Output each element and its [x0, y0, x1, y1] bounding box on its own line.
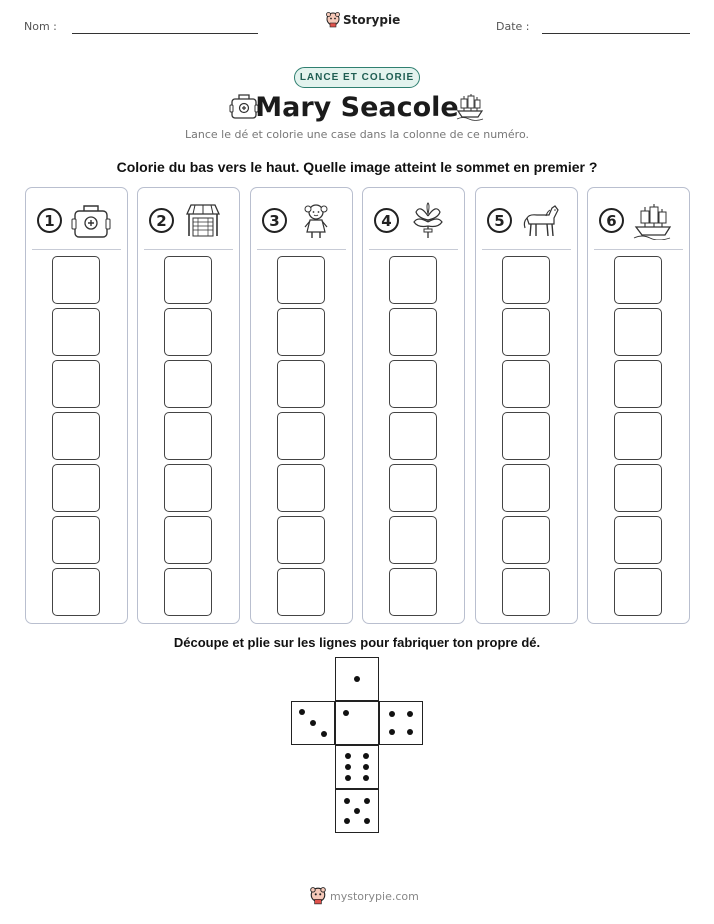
die-pip [344, 798, 350, 804]
die-pip [299, 709, 305, 715]
name-line[interactable] [72, 33, 258, 34]
color-box[interactable] [52, 256, 100, 304]
market-stall-icon [183, 202, 223, 240]
column-number: 4 [374, 208, 399, 233]
date-label: Date : [496, 20, 530, 33]
column-5 [475, 187, 578, 624]
die-face-3 [291, 701, 335, 745]
color-box[interactable] [389, 464, 437, 512]
color-box[interactable] [277, 308, 325, 356]
column-number: 5 [487, 208, 512, 233]
column-header [147, 202, 231, 238]
die-pip [343, 710, 349, 716]
activity-badge: LANCE ET COLORIE [294, 67, 420, 88]
die-pip [344, 818, 350, 824]
doll-icon [296, 202, 336, 240]
color-box[interactable] [52, 308, 100, 356]
die-pip [345, 753, 351, 759]
die-pip [389, 711, 395, 717]
die-pip [363, 764, 369, 770]
die-pip [310, 720, 316, 726]
brand-logo [326, 12, 400, 28]
column-divider [594, 249, 683, 250]
die-pip [354, 808, 360, 814]
name-label: Nom : [24, 20, 57, 33]
instruction-text: Colorie du bas vers le haut. Quelle image atteint le sommet en premier ? [116, 159, 598, 175]
color-box[interactable] [502, 308, 550, 356]
die-pip [321, 731, 327, 737]
die-pip [407, 729, 413, 735]
color-box[interactable] [277, 464, 325, 512]
column-header [260, 202, 344, 238]
color-box[interactable] [614, 516, 662, 564]
color-box[interactable] [502, 464, 550, 512]
color-box[interactable] [614, 256, 662, 304]
die-pip [345, 764, 351, 770]
color-box[interactable] [52, 464, 100, 512]
die-face-1 [335, 701, 379, 745]
column-header [485, 202, 569, 238]
die-pip [407, 711, 413, 717]
color-box[interactable] [277, 256, 325, 304]
color-box[interactable] [502, 360, 550, 408]
column-divider [482, 249, 571, 250]
die-pip [345, 775, 351, 781]
column-header [35, 202, 119, 238]
column-2 [137, 187, 240, 624]
column-divider [144, 249, 233, 250]
dice-instruction: Découpe et plie sur les lignes pour fabriquer ton propre dé. [173, 635, 541, 650]
column-divider [32, 249, 121, 250]
die-pip [364, 798, 370, 804]
color-box[interactable] [389, 568, 437, 616]
color-box[interactable] [614, 308, 662, 356]
color-box[interactable] [52, 360, 100, 408]
color-box[interactable] [277, 412, 325, 460]
color-box[interactable] [614, 360, 662, 408]
column-number: 2 [149, 208, 174, 233]
column-3 [250, 187, 353, 624]
die-face-6 [335, 745, 379, 789]
column-1 [25, 187, 128, 624]
color-box[interactable] [389, 516, 437, 564]
column-divider [369, 249, 458, 250]
subtitle: Lance le dé et colorie une case dans la colonne de ce numéro. [185, 128, 529, 141]
color-box[interactable] [164, 568, 212, 616]
color-box[interactable] [164, 412, 212, 460]
page-title: Mary Seacole [255, 92, 459, 123]
date-line[interactable] [542, 33, 690, 34]
color-box[interactable] [164, 360, 212, 408]
footer [310, 887, 419, 905]
column-header [372, 202, 456, 238]
sailing-ship-icon [455, 91, 485, 121]
column-number: 1 [37, 208, 62, 233]
die-face-4 [379, 701, 423, 745]
footer-url: mystorypie.com [330, 889, 419, 903]
herb-bundle-icon [408, 202, 448, 240]
column-header [597, 202, 681, 238]
die-pip [364, 818, 370, 824]
color-box[interactable] [502, 412, 550, 460]
color-box[interactable] [164, 516, 212, 564]
storypie-mascot-icon [310, 887, 326, 905]
column-6 [587, 187, 690, 624]
column-number: 3 [262, 208, 287, 233]
column-4 [362, 187, 465, 624]
color-box[interactable] [164, 256, 212, 304]
color-box[interactable] [389, 360, 437, 408]
color-box[interactable] [389, 412, 437, 460]
horse-icon [521, 202, 561, 240]
column-number: 6 [599, 208, 624, 233]
medical-bag-icon [71, 202, 111, 240]
color-box[interactable] [277, 516, 325, 564]
color-box[interactable] [614, 412, 662, 460]
color-box[interactable] [52, 568, 100, 616]
column-divider [257, 249, 346, 250]
color-box[interactable] [277, 568, 325, 616]
color-box[interactable] [389, 308, 437, 356]
color-box[interactable] [164, 308, 212, 356]
color-box[interactable] [52, 412, 100, 460]
color-box[interactable] [614, 464, 662, 512]
die-pip [363, 775, 369, 781]
color-box[interactable] [277, 360, 325, 408]
die-pip [389, 729, 395, 735]
color-box[interactable] [52, 516, 100, 564]
color-box[interactable] [389, 256, 437, 304]
color-box[interactable] [502, 568, 550, 616]
storypie-mascot-icon [326, 12, 340, 28]
die-pip [363, 753, 369, 759]
die-face-5 [335, 789, 379, 833]
color-box[interactable] [164, 464, 212, 512]
color-box[interactable] [502, 516, 550, 564]
color-box[interactable] [614, 568, 662, 616]
brand-name: Storypie [343, 13, 401, 27]
sailing-ship-icon [633, 202, 673, 240]
die-pip [354, 676, 360, 682]
color-box[interactable] [502, 256, 550, 304]
die-face-1 [335, 657, 379, 701]
